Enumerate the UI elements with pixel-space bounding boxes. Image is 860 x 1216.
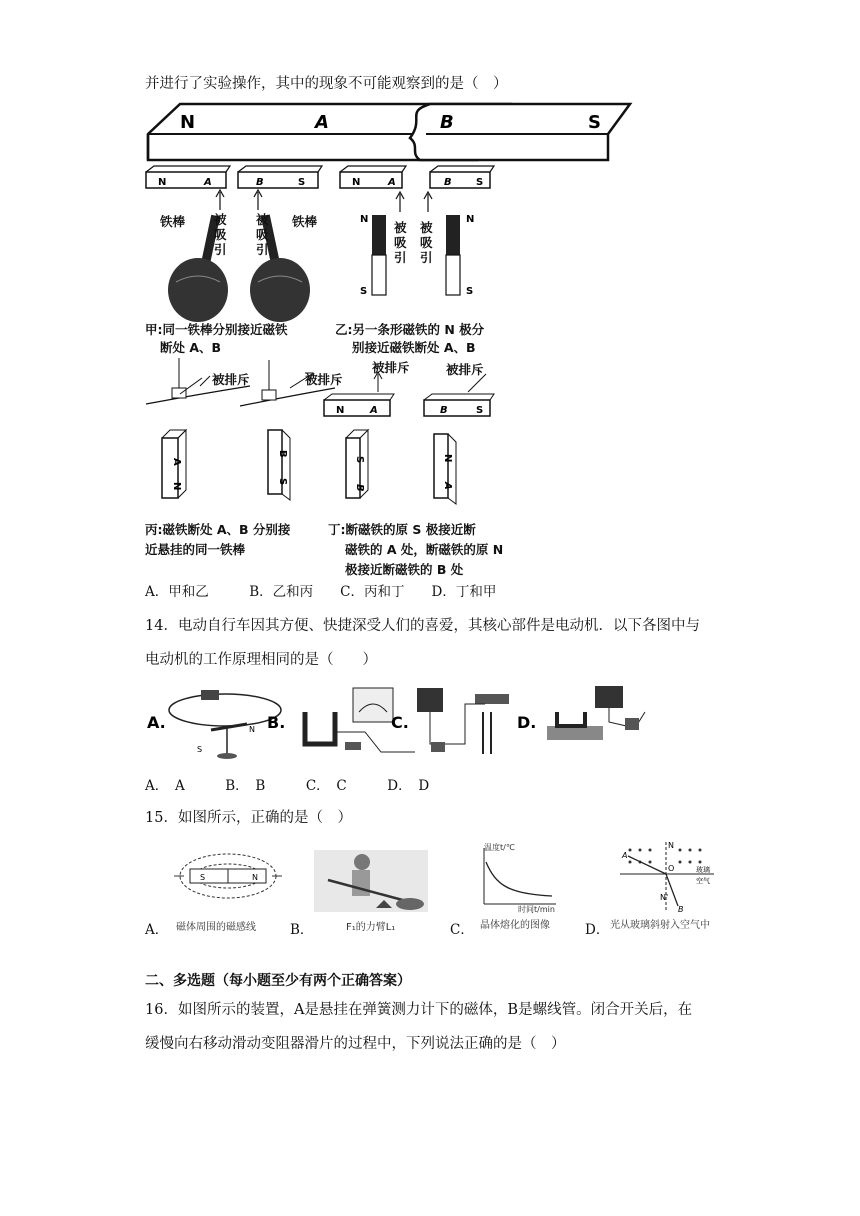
label-repel-2: 被排斥 xyxy=(305,372,343,387)
q15-cap-b: F₁的力臂L₁ xyxy=(346,922,396,933)
refr-air: 空气 xyxy=(696,877,710,885)
caption-ding-2: 磁铁的 A 处，断磁铁的原 N xyxy=(345,542,504,557)
q15-stem: 15．如图所示，正确的是（ ） xyxy=(145,810,352,826)
refr-n: N xyxy=(668,841,674,850)
label-attract-yi-2: 被 吸 引 xyxy=(420,220,433,265)
yi-bar1-n: N xyxy=(360,214,369,225)
q14-fig-b-label: B. xyxy=(267,713,286,732)
label-iron-right: 铁棒 xyxy=(292,214,318,229)
ding-a: A xyxy=(370,405,378,416)
q13-intro: 并进行了实验操作，其中的现象不可能观察到的是（ ） xyxy=(145,76,508,92)
q14-fig-c-label: C. xyxy=(391,713,409,732)
bing-b: B xyxy=(277,450,288,458)
label-repel-1: 被排斥 xyxy=(212,372,250,387)
q14-fig-d-label: D. xyxy=(517,713,537,732)
jia-a: A xyxy=(204,177,212,188)
section2-heading: 二、多选题（每小题至少有两个正确答案） xyxy=(145,973,411,989)
q15-cap-c: 晶体熔化的图像 xyxy=(480,920,550,931)
caption-bing-2: 近悬挂的同一铁棒 xyxy=(145,542,246,557)
q13-options: A．甲和乙 B．乙和丙 C．丙和丁 D．丁和甲 xyxy=(145,584,497,600)
q14-fig-a-label: A. xyxy=(147,713,166,732)
bing-n: N xyxy=(171,482,182,491)
q16-line2: 缓慢向右移动滑动变阻器滑片的过程中，下列说法正确的是（ ） xyxy=(145,1036,566,1052)
refr-glass: 玻璃 xyxy=(696,866,710,874)
refr-b: B xyxy=(678,905,684,914)
q15-opt-b: B． xyxy=(290,922,314,938)
q15-cap-a: 磁体周围的磁感线 xyxy=(176,922,256,933)
yi-b: B xyxy=(444,177,452,188)
refr-n2: N' xyxy=(660,893,669,902)
refr-a: A xyxy=(622,851,628,860)
ding-n: N xyxy=(336,405,345,416)
label-repel-4: 被排斥 xyxy=(446,362,484,377)
q14-options: A． A B． B C． C D． D xyxy=(145,778,430,794)
bing-a: A xyxy=(171,458,182,466)
caption-ding-3: 极接近断磁铁的 B 处 xyxy=(345,562,464,577)
yi-s: S xyxy=(476,177,484,188)
refr-o: O xyxy=(668,864,675,873)
svg-text:N: N xyxy=(249,725,255,734)
ding-b: B xyxy=(440,405,448,416)
q15-graph-xlabel: 时间t/min xyxy=(518,905,555,914)
jia-s: S xyxy=(298,177,306,188)
jia-b: B xyxy=(256,177,264,188)
ding-bar1-s: S xyxy=(354,456,365,464)
q15-fig-d-refraction xyxy=(616,840,718,916)
caption-jia-2: 断处 A、B xyxy=(160,340,222,355)
q14-line1: 14．电动自行车因其方便、快捷深受人们的喜爱，其核心部件是电动机．以下各图中与 xyxy=(145,618,700,634)
label-attract-yi-1: 被 吸 引 xyxy=(394,220,407,265)
big-s-label: S xyxy=(588,112,601,133)
yi-a: A xyxy=(388,177,396,188)
q15-cap-d: 光从玻璃斜射入空气中 xyxy=(610,920,710,931)
q15-fig-b-lever xyxy=(314,850,428,912)
q14-line2: 电动机的工作原理相同的是（ ） xyxy=(145,652,377,668)
bing-s: S xyxy=(277,478,288,486)
jia-n: N xyxy=(158,177,167,188)
label-attract-jia-2: 被 吸 引 xyxy=(256,212,269,257)
q15-graph-ylabel: 温度t/℃ xyxy=(484,843,515,852)
caption-jia-1: 甲:同一铁棒分别接近磁铁 xyxy=(145,322,288,337)
svg-text:S: S xyxy=(200,873,206,882)
label-repel-3: 被排斥 xyxy=(372,360,410,375)
caption-bing-1: 丙:磁铁断处 A、B 分别接 xyxy=(145,522,291,537)
yi-bar2-n: N xyxy=(466,214,475,225)
ding-bar1-b: B xyxy=(354,484,365,492)
big-n-label: N xyxy=(180,112,196,133)
q15-fig-a-field-lines xyxy=(172,846,284,908)
jia-yi-figure xyxy=(140,160,520,330)
caption-yi-2: 别接近磁铁断处 A、B xyxy=(352,340,476,355)
caption-yi-1: 乙:另一条形磁铁的 N 极分 xyxy=(335,322,485,337)
svg-text:N: N xyxy=(252,873,258,882)
big-a-label: A xyxy=(315,112,329,133)
ding-bar2-a: A xyxy=(442,482,453,490)
q14-figures xyxy=(145,682,655,762)
yi-bar2-s: S xyxy=(466,286,474,297)
label-attract-jia-1: 被 吸 引 xyxy=(214,212,227,257)
ding-s: S xyxy=(476,405,484,416)
q16-line1: 16．如图所示的装置，A是悬挂在弹簧测力计下的磁体，B是螺线管。闭合开关后，在 xyxy=(145,1002,693,1018)
label-iron-left: 铁棒 xyxy=(160,214,186,229)
yi-bar1-s: S xyxy=(360,286,368,297)
q15-opt-d: D． xyxy=(585,922,610,938)
big-b-label: B xyxy=(440,112,454,133)
q15-opt-c: C． xyxy=(450,922,474,938)
yi-n: N xyxy=(352,177,361,188)
svg-text:S: S xyxy=(197,745,203,754)
q15-opt-a: A． xyxy=(145,922,169,938)
caption-ding-1: 丁:断磁铁的原 S 极接近断 xyxy=(328,522,476,537)
ding-bar2-n: N xyxy=(442,454,453,463)
